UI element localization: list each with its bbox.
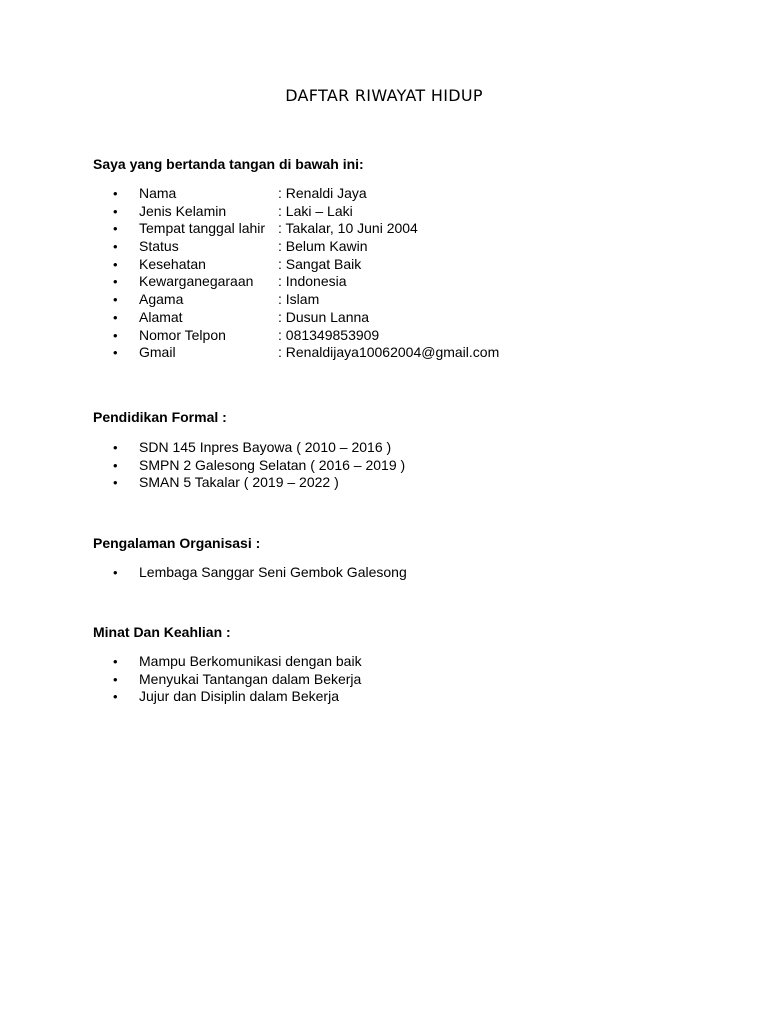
- list-item: [113, 671, 362, 689]
- list-item: [113, 457, 405, 475]
- education-list: [113, 439, 405, 492]
- skill-item: Mampu Berkomunikasi dengan baik: [139, 653, 362, 669]
- list-item: [113, 474, 405, 492]
- bullet-icon: •: [113, 689, 118, 705]
- field-label: Kesehatan: [139, 255, 206, 272]
- field-value: : Takalar, 10 Juni 2004: [278, 220, 418, 237]
- skill-item: Menyukai Tantangan dalam Bekerja: [139, 670, 362, 687]
- bullet-icon: •: [113, 457, 118, 473]
- list-item: [113, 653, 362, 671]
- bullet-icon: •: [113, 239, 118, 255]
- intro-heading: Saya yang bertanda tangan di bawah ini:: [93, 156, 364, 172]
- list-item: [113, 439, 405, 457]
- list-item: [113, 309, 499, 327]
- field-label: Tempat tanggal lahir: [139, 220, 266, 237]
- list-item: [113, 256, 499, 274]
- bullet-icon: •: [113, 203, 118, 219]
- field-label: Agama: [139, 291, 184, 308]
- education-item: SMPN 2 Galesong Selatan ( 2016 – 2019 ): [139, 456, 406, 473]
- personal-info-list: [113, 185, 499, 362]
- list-item: [113, 203, 499, 221]
- field-value: : Sangat Baik: [278, 255, 362, 272]
- field-value: : Renaldi Jaya: [278, 185, 367, 201]
- organization-list: [113, 564, 407, 582]
- field-label: Status: [139, 238, 179, 255]
- field-value: : Renaldijaya10062004@gmail.com: [278, 344, 500, 361]
- list-item: [113, 273, 499, 291]
- bullet-icon: •: [113, 345, 118, 361]
- list-item: [113, 238, 499, 256]
- field-value: : Laki – Laki: [278, 202, 353, 219]
- list-item: [113, 327, 499, 345]
- list-item: [113, 564, 407, 582]
- bullet-icon: •: [113, 274, 118, 290]
- bullet-icon: •: [113, 475, 118, 491]
- bullet-icon: •: [113, 221, 118, 237]
- list-item: [113, 291, 499, 309]
- organization-item: Lembaga Sanggar Seni Gembok Galesong: [139, 564, 407, 580]
- list-item: [113, 344, 499, 362]
- field-label: Kewarganegaraan: [139, 273, 254, 290]
- list-item: [113, 185, 499, 203]
- field-label: Nama: [139, 185, 177, 201]
- bullet-icon: •: [113, 565, 118, 580]
- bullet-icon: •: [113, 256, 118, 272]
- bullet-icon: •: [113, 327, 118, 343]
- organization-heading: Pengalaman Organisasi :: [93, 535, 261, 551]
- field-value: : Indonesia: [278, 273, 347, 290]
- field-value: : 081349853909: [278, 326, 380, 343]
- field-label: Jenis Kelamin: [139, 202, 227, 219]
- education-item: SDN 145 Inpres Bayowa ( 2010 – 2016 ): [139, 439, 392, 455]
- field-label: Gmail: [139, 344, 176, 361]
- skills-heading: Minat Dan Keahlian :: [93, 624, 231, 640]
- list-item: [113, 688, 362, 706]
- bullet-icon: •: [113, 671, 118, 687]
- field-label: Nomor Telpon: [139, 326, 226, 343]
- field-value: : Islam: [278, 291, 320, 308]
- skills-list: [113, 653, 362, 706]
- skill-item: Jujur dan Disiplin dalam Bekerja: [139, 688, 339, 705]
- bullet-icon: •: [113, 292, 118, 308]
- bullet-icon: •: [113, 309, 118, 325]
- bullet-icon: •: [113, 654, 118, 669]
- document-title: DAFTAR RIWAYAT HIDUP: [285, 86, 483, 105]
- education-item: SMAN 5 Takalar ( 2019 – 2022 ): [139, 474, 339, 491]
- list-item: [113, 220, 499, 238]
- field-value: : Belum Kawin: [278, 238, 368, 255]
- field-value: : Dusun Lanna: [278, 308, 370, 325]
- field-label: Alamat: [139, 308, 183, 325]
- education-heading: Pendidikan Formal :: [93, 409, 227, 425]
- bullet-icon: •: [113, 186, 118, 201]
- bullet-icon: •: [113, 440, 118, 455]
